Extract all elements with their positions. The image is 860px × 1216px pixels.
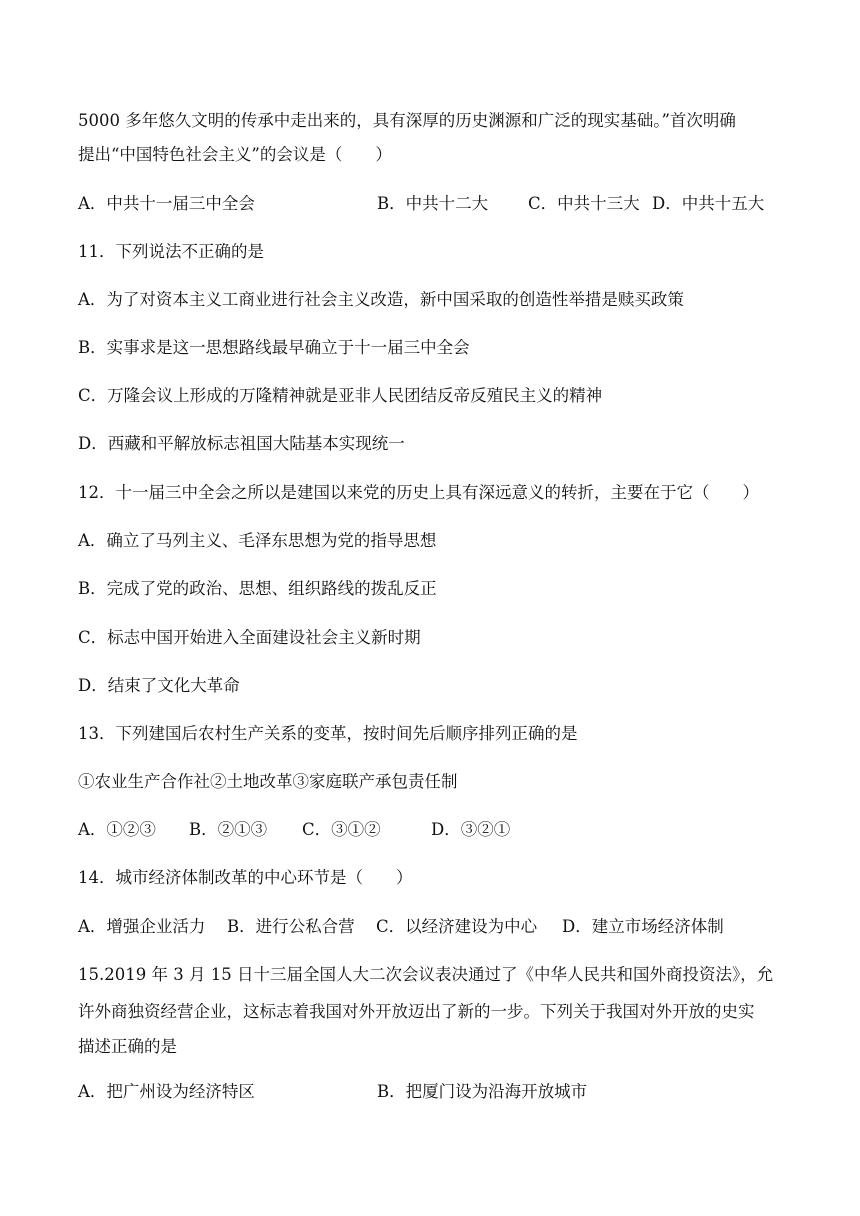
q14-option-d: D．建立市场经济体制 xyxy=(562,917,724,936)
q10-stem-line1: 5000 多年悠久文明的传承中走出来的，具有深厚的历史渊源和广泛的现实基础。”首次明确 xyxy=(78,111,736,130)
q10-stem-line2: 提出“中国特色社会主义”的会议是（ ） xyxy=(78,145,392,164)
q11-option-c: C．万隆会议上形成的万隆精神就是亚非人民团结反帝反殖民主义的精神 xyxy=(78,386,603,405)
q13-stem: 13．下列建国后农村生产关系的变革，按时间先后顺序排列正确的是 xyxy=(78,724,578,743)
q13-option-b: B．②①③ xyxy=(189,820,268,839)
q10-option-d: D．中共十五大 xyxy=(652,194,765,213)
q12-option-b: B．完成了党的政治、思想、组织路线的拨乱反正 xyxy=(78,579,437,598)
q15-stem-line1: 15.2019 年 3 月 15 日十三届全国人大二次会议表决通过了《中华人民共和国外商投资法》，允 xyxy=(78,965,774,984)
q13-option-d: D．③②① xyxy=(431,820,511,839)
q14-stem: 14．城市经济体制改革的中心环节是（ ） xyxy=(78,868,413,887)
q14-option-b: B．进行公私合营 xyxy=(227,917,355,936)
q15-stem-line3: 描述正确的是 xyxy=(78,1037,177,1056)
q15-option-b: B．把厦门设为沿海开放城市 xyxy=(377,1082,588,1101)
q12-option-a: A．确立了马列主义、毛泽东思想为党的指导思想 xyxy=(78,531,437,550)
q15-stem-line2: 许外商独资经营企业，这标志着我国对外开放迈出了新的一步。下列关于我国对外开放的史实 xyxy=(78,1002,755,1021)
q13-option-c: C．③①② xyxy=(302,820,381,839)
q14-option-a: A．增强企业活力 xyxy=(78,917,206,936)
q13-option-a: A．①②③ xyxy=(78,820,156,839)
q10-option-a: A．中共十一届三中全会 xyxy=(78,194,255,213)
q11-option-d: D．西藏和平解放标志祖国大陆基本实现统一 xyxy=(78,434,405,453)
q12-option-c: C．标志中国开始进入全面建设社会主义新时期 xyxy=(78,628,421,647)
q11-stem: 11．下列说法不正确的是 xyxy=(78,242,264,261)
q14-option-c: C．以经济建设为中心 xyxy=(376,917,538,936)
q10-option-c: C．中共十三大 xyxy=(528,194,640,213)
q12-option-d: D．结束了文化大革命 xyxy=(78,676,240,695)
q12-stem: 12．十一届三中全会之所以是建国以来党的历史上具有深远意义的转折，主要在于它（ ） xyxy=(78,483,759,502)
q10-option-b: B．中共十二大 xyxy=(377,194,489,213)
q11-option-a: A．为了对资本主义工商业进行社会主义改造，新中国采取的创造性举措是赎买政策 xyxy=(78,290,684,309)
q13-items: ①农业生产合作社②土地改革③家庭联产承包责任制 xyxy=(78,772,458,791)
q15-option-a: A．把广州设为经济特区 xyxy=(78,1082,255,1101)
q11-option-b: B．实事求是这一思想路线最早确立于十一届三中全会 xyxy=(78,338,470,357)
